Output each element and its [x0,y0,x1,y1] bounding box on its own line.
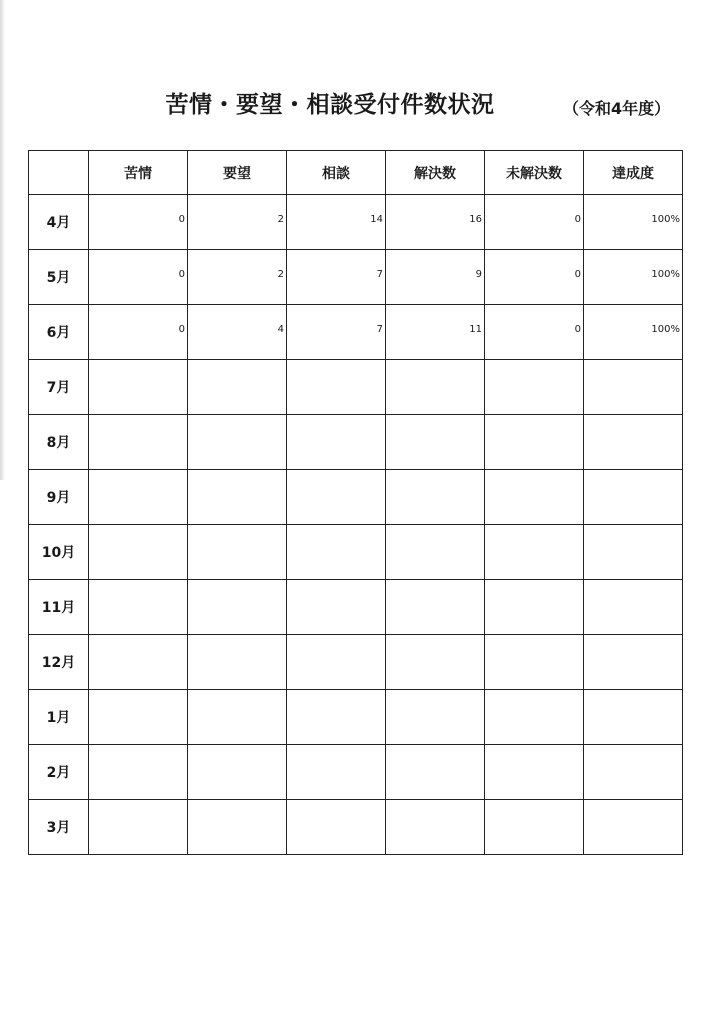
cell-consultations: 7 [287,250,386,305]
cell-complaints [89,470,188,525]
cell-requests [188,635,287,690]
table-header-row [29,151,683,195]
cell-unresolved [485,415,584,470]
cell-unresolved [485,745,584,800]
row-month-label: 7月 [29,360,89,415]
cell-unresolved [485,800,584,855]
table-row [29,305,683,360]
cell-unresolved: 0 [485,195,584,250]
monthly-stats-table [28,150,683,855]
cell-resolved [386,690,485,745]
document-title: 苦情・要望・相談受付件数状況 [165,92,495,118]
cell-unresolved [485,690,584,745]
table-row [29,415,683,470]
cell-achievement: 100% [584,195,683,250]
cell-complaints: 0 [89,250,188,305]
row-month-label: 5月 [29,250,89,305]
cell-achievement [584,745,683,800]
cell-resolved [386,635,485,690]
cell-resolved [386,580,485,635]
cell-requests [188,470,287,525]
table-row [29,580,683,635]
cell-requests [188,360,287,415]
cell-achievement [584,525,683,580]
row-month-label: 10月 [29,525,89,580]
cell-complaints [89,690,188,745]
cell-resolved [386,800,485,855]
cell-achievement: 100% [584,250,683,305]
header-corner [29,151,89,195]
fiscal-year-label: （令和4年度） [563,99,671,118]
row-month-label: 1月 [29,690,89,745]
cell-consultations: 14 [287,195,386,250]
row-month-label: 6月 [29,305,89,360]
cell-requests [188,745,287,800]
row-month-label: 12月 [29,635,89,690]
cell-requests: 2 [188,250,287,305]
table-row [29,800,683,855]
cell-resolved [386,415,485,470]
header-requests: 要望 [188,151,287,195]
cell-achievement [584,415,683,470]
cell-consultations [287,580,386,635]
table-row [29,470,683,525]
row-month-label: 8月 [29,415,89,470]
table-row [29,635,683,690]
cell-resolved [386,470,485,525]
row-month-label: 3月 [29,800,89,855]
cell-unresolved [485,470,584,525]
cell-complaints [89,800,188,855]
header-achievement: 達成度 [584,151,683,195]
cell-requests [188,415,287,470]
table-row [29,745,683,800]
cell-achievement [584,470,683,525]
cell-resolved [386,360,485,415]
cell-unresolved: 0 [485,305,584,360]
cell-achievement [584,360,683,415]
cell-requests [188,580,287,635]
cell-consultations [287,800,386,855]
cell-consultations [287,415,386,470]
page-edge-shadow [0,0,5,480]
cell-complaints: 0 [89,305,188,360]
cell-resolved: 9 [386,250,485,305]
cell-resolved: 16 [386,195,485,250]
cell-achievement [584,800,683,855]
cell-complaints [89,580,188,635]
cell-resolved [386,525,485,580]
table-row [29,360,683,415]
table-row [29,195,683,250]
cell-complaints: 0 [89,195,188,250]
header-complaints: 苦情 [89,151,188,195]
cell-consultations [287,745,386,800]
row-month-label: 9月 [29,470,89,525]
cell-resolved: 11 [386,305,485,360]
table-row [29,250,683,305]
cell-consultations [287,635,386,690]
cell-unresolved [485,360,584,415]
cell-resolved [386,745,485,800]
header-resolved: 解決数 [386,151,485,195]
cell-achievement [584,635,683,690]
table-row [29,690,683,745]
cell-complaints [89,415,188,470]
cell-unresolved [485,635,584,690]
cell-unresolved: 0 [485,250,584,305]
row-month-label: 11月 [29,580,89,635]
cell-unresolved [485,580,584,635]
cell-requests [188,690,287,745]
cell-consultations [287,690,386,745]
cell-achievement: 100% [584,305,683,360]
cell-complaints [89,745,188,800]
cell-consultations [287,525,386,580]
cell-achievement [584,580,683,635]
cell-requests: 4 [188,305,287,360]
cell-consultations [287,360,386,415]
row-month-label: 4月 [29,195,89,250]
cell-consultations: 7 [287,305,386,360]
cell-complaints [89,360,188,415]
row-month-label: 2月 [29,745,89,800]
table-row [29,525,683,580]
header-unresolved: 未解決数 [485,151,584,195]
cell-requests [188,800,287,855]
cell-complaints [89,525,188,580]
cell-unresolved [485,525,584,580]
cell-consultations [287,470,386,525]
cell-requests: 2 [188,195,287,250]
cell-complaints [89,635,188,690]
header-consultations: 相談 [287,151,386,195]
cell-requests [188,525,287,580]
cell-achievement [584,690,683,745]
